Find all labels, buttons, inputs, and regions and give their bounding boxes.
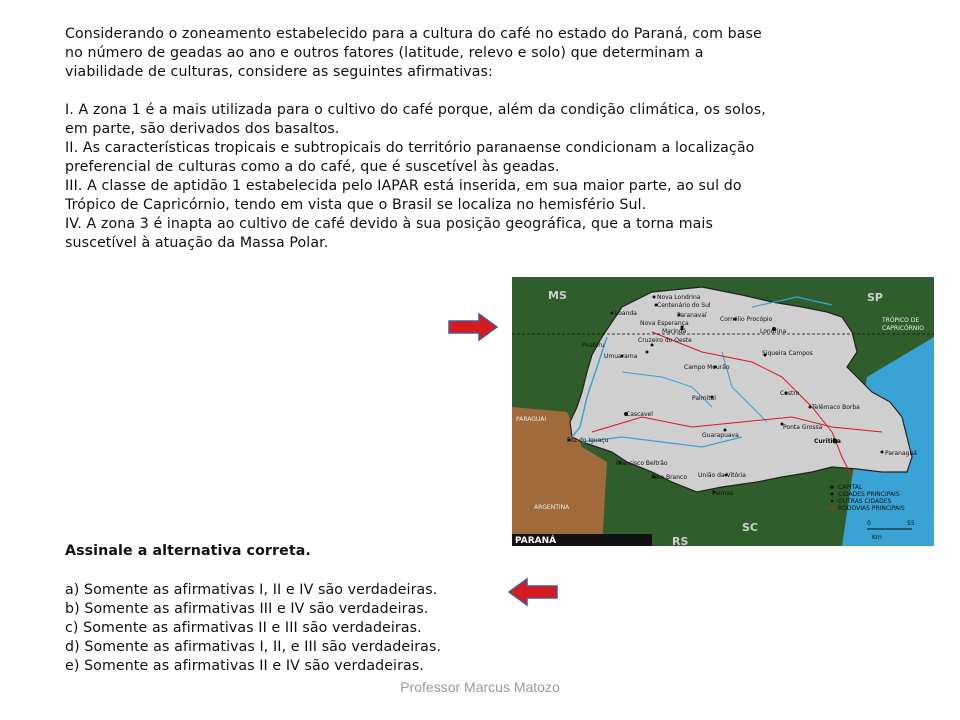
statement-line: IV. A zona 3 é inapta ao cultivo de café devido à sua posição geográfica, que a torna mais: [65, 216, 713, 232]
map-city: Paranavaí: [677, 312, 707, 319]
answer-options: [65, 581, 865, 676]
map-city: Maringá: [662, 328, 687, 335]
map-label-argentina: ARGENTINA: [534, 504, 570, 511]
intro-line: viabilidade de culturas, considere as seguintes afirmativas:: [65, 64, 493, 80]
statement-line: III. A classe de aptidão 1 estabelecida pelo IAPAR está inserida, em sua maior parte, ao sul do: [65, 178, 742, 194]
map-city: Londrina: [760, 328, 787, 335]
map-city: Paranaguá: [885, 450, 917, 457]
footer-credit: Professor Marcus Matozo: [400, 679, 560, 695]
map-city: Ponta Grossa: [783, 424, 823, 431]
map-label-rs: RS: [672, 535, 689, 546]
question-instruction: Assinale a alternativa correta.: [65, 543, 311, 559]
map-legend-item: CAPITAL: [838, 484, 863, 491]
map-city: Umuarama: [604, 353, 638, 360]
map-title: PARANÁ: [515, 536, 557, 546]
question-intro: [65, 25, 865, 82]
parana-map-graphic: [512, 277, 934, 546]
option-d[interactable]: d) Somente as afirmativas I, II, e III são verdadeiras.: [65, 639, 442, 655]
map-city: Siqueira Campos: [762, 350, 813, 357]
map-city: Palmas: [712, 490, 734, 497]
map-label-sc: SC: [742, 521, 758, 534]
statement-line: suscetível à atuação da Massa Polar.: [65, 235, 329, 251]
map-label-ms: MS: [548, 289, 567, 302]
map-city: Pato Branco: [651, 474, 687, 481]
map-scale-km: Km: [872, 534, 882, 541]
question-statements: [65, 101, 865, 253]
statement-line: II. As características tropicais e subtropicais do território paranaense condicionam a localização: [65, 140, 755, 156]
map-city: Foz do Iguaçu: [567, 437, 609, 444]
map-legend-item: CIDADES PRINCIPAIS: [838, 491, 900, 498]
statement-line: em parte, são derivados dos basaltos.: [65, 121, 340, 137]
map-city: Francisco Beltrão: [616, 460, 668, 467]
map-city: Peabiru: [582, 342, 605, 349]
map-city: Cruzeiro do Oeste: [638, 337, 692, 344]
map-city: Cascavel: [626, 411, 653, 418]
parana-map: [512, 277, 934, 546]
option-a[interactable]: a) Somente as afirmativas I, II e IV são verdadeiras.: [65, 582, 438, 598]
arrow-icon: [447, 312, 499, 342]
map-label-paraguai: PARAGUAI: [516, 416, 547, 423]
map-label-sp: SP: [867, 291, 883, 304]
map-city: União da Vitória: [698, 472, 746, 479]
statement-line: I. A zona 1 é a mais utilizada para o cultivo do café porque, além da condição climática, os solos,: [65, 102, 766, 118]
option-b[interactable]: b) Somente as afirmativas III e IV são verdadeiras.: [65, 601, 429, 617]
map-city: Curitiba: [814, 438, 841, 445]
intro-line: Considerando o zoneamento estabelecido para a cultura do café no estado do Paraná, com base: [65, 26, 762, 42]
map-city: Centenário do Sul: [657, 302, 711, 309]
arrow-left-icon: [505, 577, 559, 607]
map-label-tropic-2: CAPRICÓRNIO: [882, 325, 924, 332]
statement-line: preferencial de culturas como a do café, que é suscetível às geadas.: [65, 159, 560, 175]
option-e[interactable]: e) Somente as afirmativas II e IV são verdadeiras.: [65, 658, 424, 674]
map-legend-item: RODOVIAS PRINCIPAIS: [838, 505, 905, 512]
option-c[interactable]: c) Somente as afirmativas II e III são verdadeiras.: [65, 620, 422, 636]
map-city: Campo Mourão: [684, 364, 730, 371]
map-city: Castro: [780, 390, 800, 397]
map-city: Nova Esperança: [640, 320, 689, 327]
intro-line: no número de geadas ao ano e outros fatores (latitude, relevo e solo) que determinam a: [65, 45, 704, 61]
map-legend-item: OUTRAS CIDADES: [838, 498, 892, 505]
map-scale-0: 0: [867, 520, 871, 527]
map-city: Nova Londrina: [657, 294, 701, 301]
map-city: Loanda: [615, 310, 637, 317]
map-city: Palmital: [692, 395, 716, 402]
map-city: Cornélio Procópio: [720, 316, 773, 323]
map-label-tropic-1: TRÓPICO DE: [882, 317, 920, 324]
map-scale-55: 55: [907, 520, 915, 527]
map-city: Guarapuava: [702, 432, 739, 439]
map-city: Telêmaco Borba: [812, 404, 860, 411]
statement-line: Trópico de Capricórnio, tendo em vista que o Brasil se localiza no hemisfério Sul.: [65, 197, 647, 213]
